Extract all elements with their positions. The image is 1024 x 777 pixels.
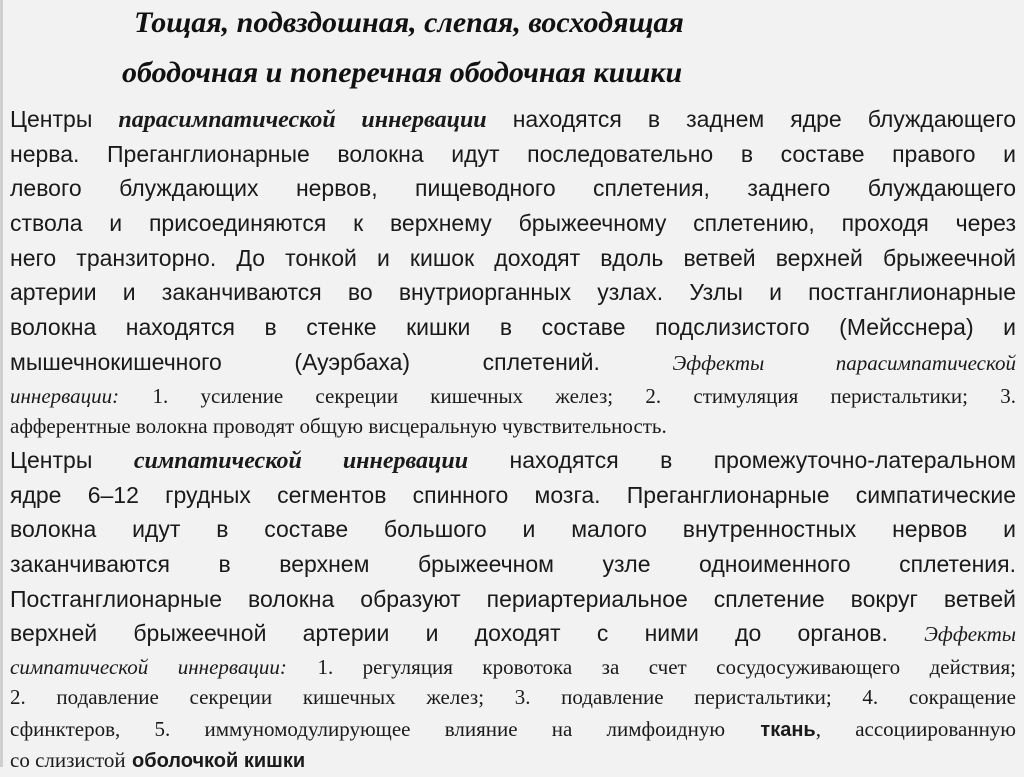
effects-label: иннервации:	[10, 383, 120, 408]
text-line	[10, 651, 1016, 682]
text-line: него транзиторно. До тонкой и кишок доходят вдоль ветвей верхней брыжеечной	[10, 244, 1016, 271]
text-line	[10, 616, 1016, 651]
text-run: находятся в заднем ядре блуждающего	[512, 106, 1017, 132]
text-run: 1. регуляция кровотока за счет сосудосуживающего действия;	[317, 655, 1016, 680]
text-run: 1. усиление секреции кишечных желез; 2. стимуляция перистальтики; 3.	[152, 383, 1016, 408]
text-run: Центры	[10, 106, 93, 132]
text-run-bold: ткань	[760, 719, 816, 742]
text-line: афферентные волокна проводят общую висцеральную чувствительность.	[10, 413, 667, 438]
text-line: артерии и заканчиваются во внутриорганных узлах. Узлы и постганглионарные	[10, 279, 1016, 306]
parasympathetic-paragraph	[10, 102, 1016, 442]
effects-label: Эффекты	[924, 622, 1016, 647]
text-line: Постганглионарные волокна образуют периартериальное сплетение вокруг ветвей	[10, 585, 1016, 612]
text-run: верхней брыжеечной артерии и доходят с ними до органов.	[10, 620, 888, 647]
text-run: , ассоциированную	[815, 717, 1016, 742]
text-line	[10, 380, 1016, 411]
term-emphasis: симпатической иннервации	[133, 448, 469, 474]
text-run: мышечнокишечного (Ауэрбаха) сплетений.	[10, 348, 600, 375]
text-run: находятся в промежуточно-латеральном	[509, 447, 1017, 473]
text-line	[10, 713, 1016, 744]
text-run: со слизистой	[10, 748, 126, 773]
effects-label: симпатической иннервации:	[10, 655, 287, 680]
slide-title-line-1: Тощая, подвздошная, слепая, восходящая	[134, 6, 684, 39]
text-line: ствола и присоединяются к верхнему брыжеечному сплетению, проходя через	[10, 210, 1016, 237]
text-run: сфинктеров, 5. иммуномодулирующее влияние на лимфоидную	[10, 717, 726, 742]
text-run: Центры	[10, 447, 93, 473]
text-line	[10, 443, 1016, 478]
text-line: 2. подавление секреции кишечных желез; 3. подавление перистальтики; 4. сокращение	[10, 685, 1016, 710]
text-line: нерва. Преганглионарные волокна идут последовательно в составе правого и	[10, 140, 1016, 167]
text-line	[10, 102, 1016, 137]
effects-label: Эффекты парасимпатической	[672, 350, 1016, 375]
text-line: волокна идут в составе большого и малого внутренностных нервов и	[10, 516, 1016, 543]
text-line: волокна находятся в стенке кишки в составе подслизистого (Мейсснера) и	[10, 314, 1016, 341]
text-line	[10, 744, 1016, 775]
sympathetic-paragraph	[10, 443, 1016, 775]
text-line: заканчиваются в верхнем брыжеечном узле одноименного сплетения.	[10, 551, 1016, 578]
term-emphasis: парасимпатической иннервации	[118, 107, 487, 133]
text-line: левого блуждающих нервов, пищеводного сплетения, заднего блуждающего	[10, 175, 1016, 202]
text-line	[10, 345, 1016, 380]
text-run-bold: оболочкой кишки	[132, 750, 306, 773]
slide-title-line-2: ободочная и поперечная ободочная кишки	[122, 56, 683, 89]
text-line: ядре 6–12 грудных сегментов спинного мозга. Преганглионарные симпатические	[10, 481, 1016, 508]
